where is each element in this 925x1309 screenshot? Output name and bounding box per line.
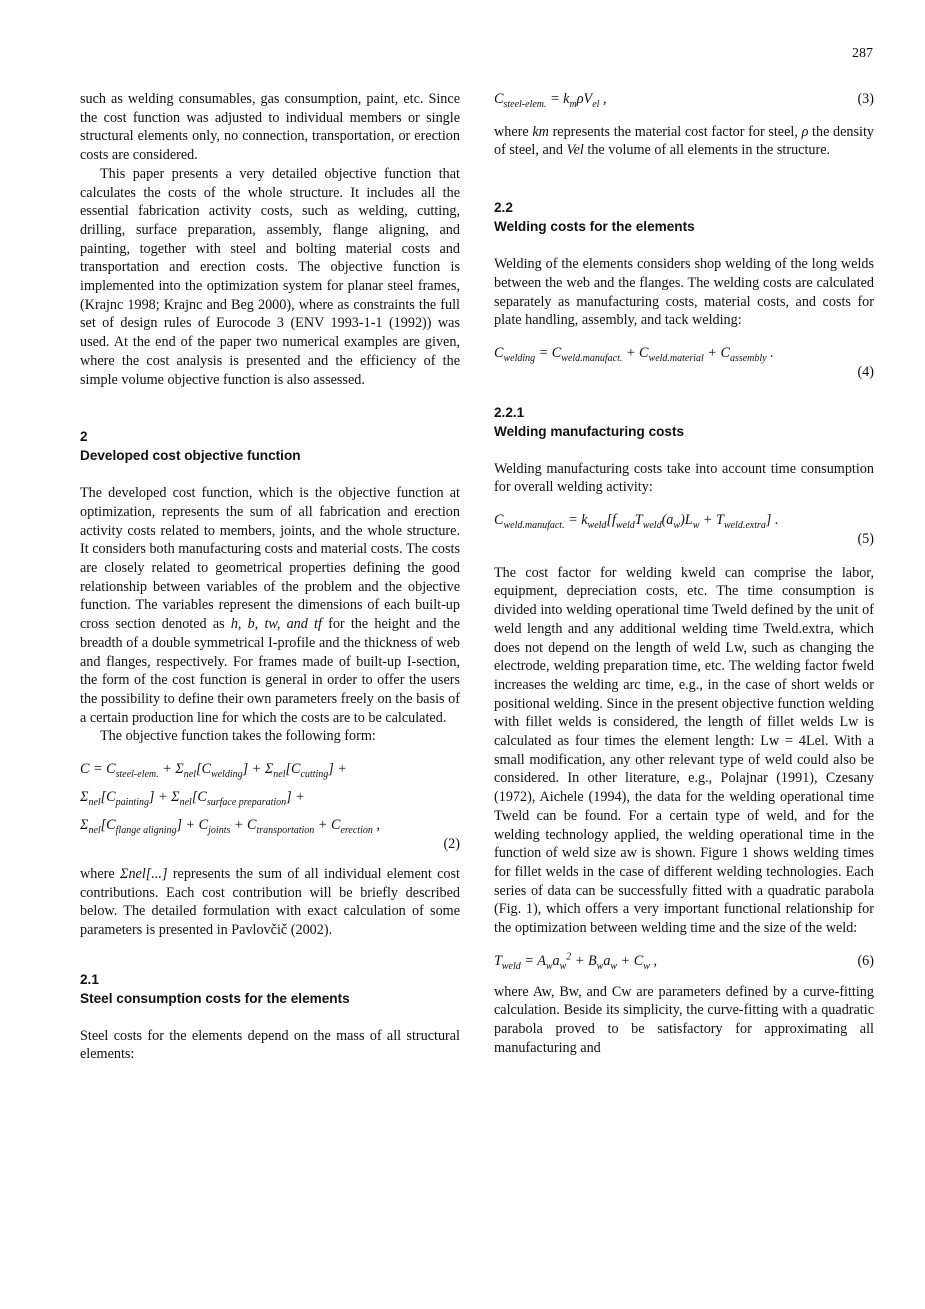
right-column	[494, 90, 874, 1057]
equation-4-number: (4)	[857, 363, 874, 380]
equation-2-number: (2)	[443, 835, 460, 852]
equation-6: $T_{weld} = A_wa_w^2 + B_wa_w + C_w$ , (6)	[494, 951, 874, 972]
paragraph-objective-form: The objective function takes the following form:	[100, 728, 376, 745]
section-2-1-number: 2.1	[80, 971, 99, 987]
paragraph-welding-manufacturing: Welding manufacturing costs take into account time consumption for overall welding activity:	[494, 460, 874, 496]
page-number: 287	[852, 46, 873, 61]
equation-2: $C = C_{steel-elem.} + \Sigma_{nel}[C_{welding}] + \Sigma_{nel}[C_{cutting}]$ + $\Sigma_{nel}[C_{painting}] + \Sigma_{nel}[C_{surface preparation}]$ + $\Sigma_{nel}[C_{flange aligning}] + C_{joints} + C_{transportation} + C_{erection}$ , (2)	[80, 761, 460, 852]
paragraph-welding-elements: Welding of the elements considers shop welding of the long welds between the web and the flanges. The welding costs are calculated separately as manufacturing costs, material costs, and costs for plate handling, assembly, and tack welding:	[494, 256, 874, 329]
paragraph-steel-costs: Steel costs for the elements depend on the mass of all structural elements:	[80, 1027, 460, 1063]
section-2-number: 2	[80, 429, 88, 445]
equation-6-number: (6)	[857, 952, 874, 969]
paragraph-cost-factor-welding: The cost factor for welding kweld can comprise the labor, equipment, depreciation costs, etc. The time consumption is divided into welding operational time Tweld defined by the unit of weld length and any additional welding time Tweld.extra, which does not depend on the length of weld Lw, such as changing the electrode, welding preparation time, etc. The welding factor fweld increases the welding arc time, e.g., in the case of short welds or positional welding. Since in the present objective function welding with fillet welds is considered, the length of fillet welds Lw is calculated as four times the element length: Lw = 4Lel. With a small modification, any other relevant type of weld could also be considered. In other literature, e.g., Polajnar (1991), Czesany (1972), Aichele (1994), the data for the welding operational time Tweld can be found. For a certain type of weld, and for the welding technology applied, the welding operational time in the function of weld size aw is shown. Figure 1 shows welding times for fillet welds in the case of different welding technologies. Each series of data can be successfully fitted with a quadratic parabola (Fig. 1), which offers a very important functional relationship for the optimization between welding time and the size of the weld:	[494, 564, 874, 937]
section-2-2-1-title: Welding manufacturing costs	[494, 423, 685, 439]
section-2-2-number: 2.2	[494, 200, 513, 216]
paragraph-where-sum: where Σnel[...] represents the sum of all individual element cost contributions. Each cost contribution will be briefly described below. The detailed formulation with exact calculation of some parameters is presented in Pavlovčič (2002).	[80, 865, 460, 938]
equation-3-number: (3)	[857, 91, 874, 107]
left-column	[80, 90, 460, 1064]
paragraph-developed-cost: The developed cost function, which is the objective function at optimization, represents the sum of all fabrication and erection activity costs related to members, joints, and the whole structure. It considers both manufacturing costs and material costs. The costs are closely related to geometrical properties defining the good relationship between variables of the problem and the objective function. The variables represent the dimensions of each built-up cross section denoted as h, b, tw, and tf for the height and the breadth of a double symmetrical I-profile and the thickness of web and flanges, respectively. For frames made of built-up I-section, the form of the cost function is general in order to offer the users the possibility to define their own parameters freely on the basis of a certain production line for which the costs are to be calculated.	[80, 485, 461, 726]
section-2-2-1-number: 2.2.1	[494, 404, 525, 420]
section-2-1-title: Steel consumption costs for the elements	[80, 990, 350, 1006]
equation-5-number: (5)	[857, 531, 874, 548]
section-2-2-title: Welding costs for the elements	[494, 219, 695, 235]
equation-4: $C_{welding} = C_{weld.manufact.} + C_{weld.material} + C_{assembly}$ . (4)	[494, 344, 874, 380]
paragraph-paper-presents: This paper presents a very detailed objective function that calculates the costs of the whole structure. It includes all the essential fabrication activity costs, such as welding, cutting, drilling, surface preparation, assembly, flange aligning, and painting, together with steel and bolting material costs and transportation and erection costs. The objective function is implemented into the optimization system for planar steel frames, (Krajnc 1998; Krajnc and Beg 2000), where as constraints the full set of design rules of Eurocode 3 (ENV 1993-1-1 (1992)) was used. At the end of the paper two numerical examples are given, where the cost analysis is presented and the efficiency of the simple volume objective function is also assessed.	[80, 165, 460, 388]
equation-3: $C_{steel-elem.} = k_m\rho V_{el}$ , (3)	[494, 91, 874, 110]
section-2-title: Developed cost objective function	[80, 448, 301, 464]
paragraph-where-aw: where Aw, Bw, and Cw are parameters defined by a curve-fitting calculation. Beside its simplicity, the curve-fitting with a quadratic parabola proved to be satisfactory for approximating all manufacturing and	[494, 983, 874, 1056]
paragraph-intro-end: such as welding consumables, gas consumption, paint, etc. Since the cost function was adjusted to individual members or single structural elements only, no connection, transportation, or erection costs are considered.	[80, 91, 460, 164]
equation-5: $C_{weld.manufact.} = k_{weld}[f_{weld}T_{weld}(a_w)L_w + T_{weld.extra}]$ . (5)	[494, 512, 874, 548]
paragraph-where-km: where km represents the material cost factor for steel, ρ the density of steel, and Vel the volume of all elements in the structure.	[494, 123, 875, 159]
